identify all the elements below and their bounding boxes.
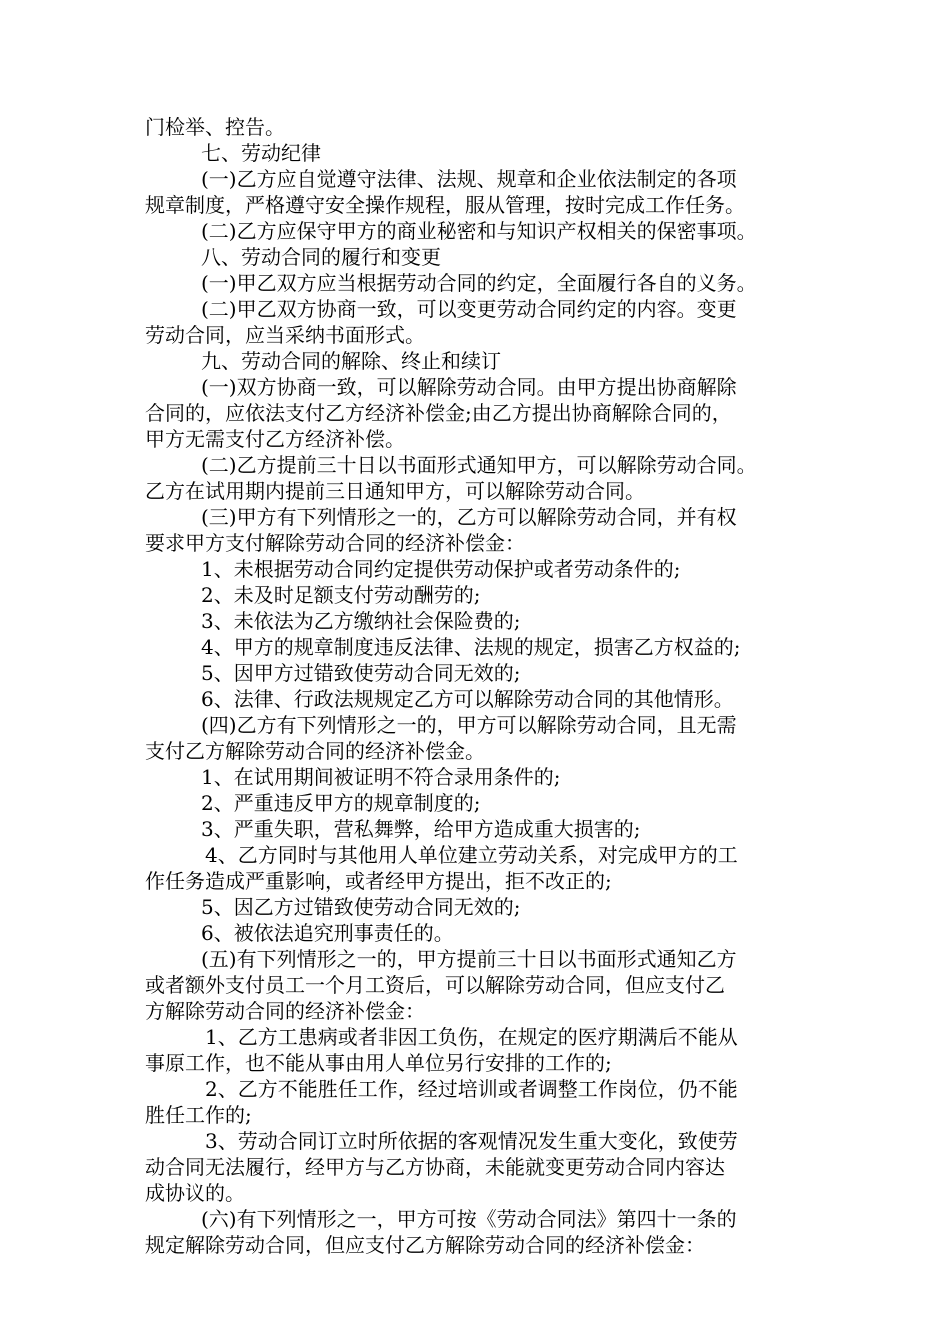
text-line: 劳动合同，应当采纳书面形式。 (145, 323, 425, 347)
text-line: 规章制度，严格遵守安全操作规程，服从管理，按时完成工作任务。 (145, 193, 745, 217)
list-item: 2、乙方不能胜任工作，经过培训或者调整工作岗位，仍不能 (205, 1077, 738, 1101)
text-line: 动合同无法履行，经甲方与乙方协商，未能就变更劳动合同内容达 (145, 1155, 725, 1179)
text-line: 门检举、控告。 (145, 115, 285, 139)
list-item: 4、甲方的规章制度违反法律、法规的规定，损害乙方权益的; (201, 635, 741, 659)
list-item: 6、被依法追究刑事责任的。 (201, 921, 454, 945)
text-line: (六)有下列情形之一，甲方可按《劳动合同法》第四十一条的 (201, 1207, 737, 1231)
text-line: 甲方无需支付乙方经济补偿。 (145, 427, 405, 451)
text-line: (五)有下列情形之一的，甲方提前三十日以书面形式通知乙方 (201, 947, 737, 971)
section-heading: 七、劳动纪律 (201, 141, 321, 165)
text-line: 方解除劳动合同的经济补偿金： (145, 999, 425, 1023)
list-item: 3、劳动合同订立时所依据的客观情况发生重大变化，致使劳 (205, 1129, 738, 1153)
text-line: 规定解除劳动合同，但应支付乙方解除劳动合同的经济补偿金： (145, 1233, 705, 1257)
text-line: (二)甲乙双方协商一致，可以变更劳动合同约定的内容。变更 (201, 297, 737, 321)
list-item: 5、因乙方过错致使劳动合同无效的; (201, 895, 521, 919)
text-line: 成协议的。 (145, 1181, 245, 1205)
document-body (145, 114, 825, 1258)
list-item: 4、乙方同时与其他用人单位建立劳动关系，对完成甲方的工 (205, 843, 738, 867)
list-item: 5、因甲方过错致使劳动合同无效的; (201, 661, 521, 685)
list-item: 1、乙方工患病或者非因工负伤，在规定的医疗期满后不能从 (205, 1025, 738, 1049)
text-line: 胜任工作的; (145, 1103, 252, 1127)
list-item: 1、在试用期间被证明不符合录用条件的; (201, 765, 561, 789)
text-line: 或者额外支付员工一个月工资后，可以解除劳动合同，但应支付乙 (145, 973, 725, 997)
text-line: (四)乙方有下列情形之一的，甲方可以解除劳动合同，且无需 (201, 713, 737, 737)
text-line: (一)甲乙双方应当根据劳动合同的约定，全面履行各自的义务。 (201, 271, 757, 295)
list-item: 3、严重失职，营私舞弊，给甲方造成重大损害的; (201, 817, 641, 841)
text-line: (三)甲方有下列情形之一的，乙方可以解除劳动合同，并有权 (201, 505, 737, 529)
text-line: 支付乙方解除劳动合同的经济补偿金。 (145, 739, 485, 763)
text-line: (二)乙方应保守甲方的商业秘密和与知识产权相关的保密事项。 (201, 219, 757, 243)
list-item: 2、未及时足额支付劳动酬劳的; (201, 583, 481, 607)
text-line: 作任务造成严重影响，或者经甲方提出，拒不改正的; (145, 869, 612, 893)
list-item: 1、未根据劳动合同约定提供劳动保护或者劳动条件的; (201, 557, 681, 581)
section-heading: 九、劳动合同的解除、终止和续订 (201, 349, 501, 373)
text-line: 乙方在试用期内提前三日通知甲方，可以解除劳动合同。 (145, 479, 645, 503)
text-line: (一)双方协商一致，可以解除劳动合同。由甲方提出协商解除 (201, 375, 737, 399)
list-item: 3、未依法为乙方缴纳社会保险费的; (201, 609, 521, 633)
list-item: 6、法律、行政法规规定乙方可以解除劳动合同的其他情形。 (201, 687, 734, 711)
text-line: 合同的，应依法支付乙方经济补偿金;由乙方提出协商解除合同的， (145, 401, 732, 425)
text-line: 事原工作，也不能从事由用人单位另行安排的工作的; (145, 1051, 612, 1075)
text-line: 要求甲方支付解除劳动合同的经济补偿金： (145, 531, 525, 555)
text-line: (一)乙方应自觉遵守法律、法规、规章和企业依法制定的各项 (201, 167, 737, 191)
list-item: 2、严重违反甲方的规章制度的; (201, 791, 481, 815)
section-heading: 八、劳动合同的履行和变更 (201, 245, 441, 269)
text-line: (二)乙方提前三十日以书面形式通知甲方，可以解除劳动合同。 (201, 453, 757, 477)
